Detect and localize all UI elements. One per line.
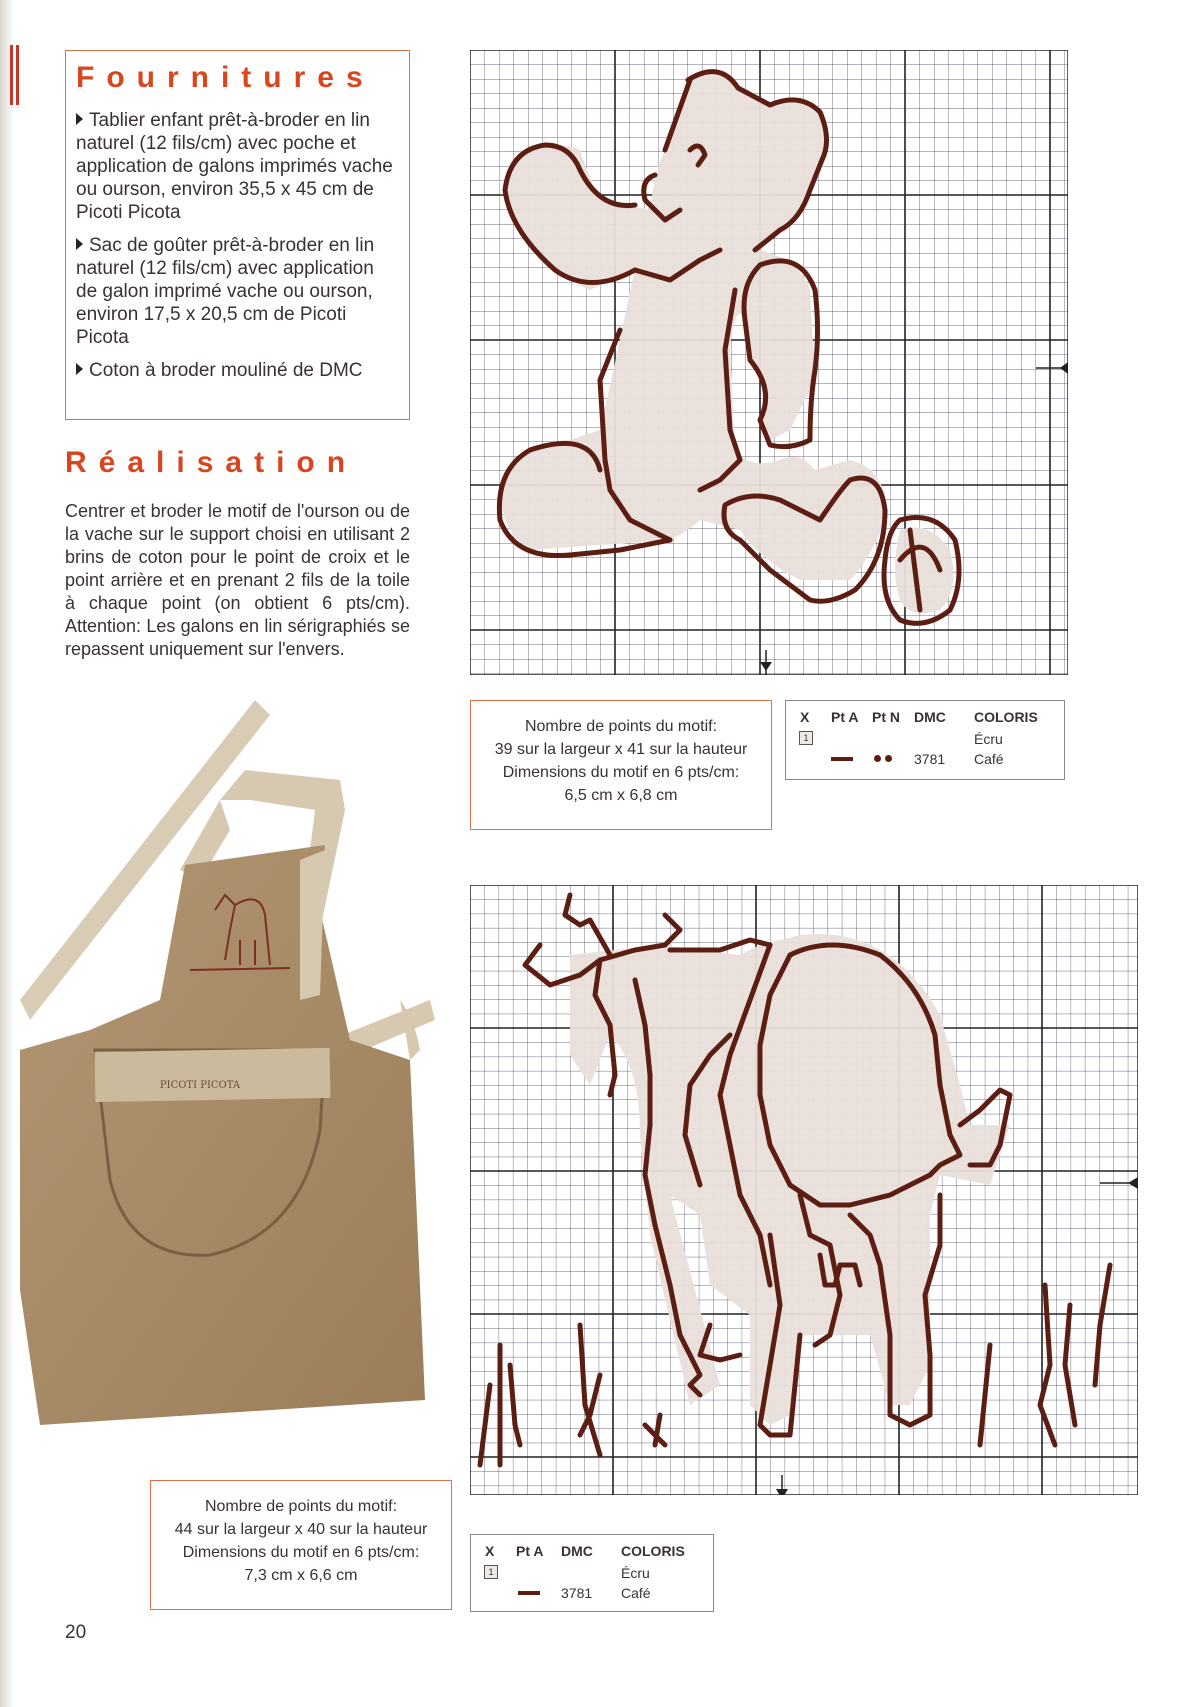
key-header-x: X (800, 709, 810, 725)
instructions-section (65, 446, 410, 661)
key-header-pta: Pt A (516, 1543, 544, 1559)
instructions-text: Centrer et broder le motif de l'ourson ou de la vache sur le support choisi en utilisant 2 brins de coton pour le point de croix et le point arrière et en prenant 2 fils de la toile à chaque point (on obtient 6 pts/cm). Attention: Les galons en lin sérigraphiés se repassent uniquement sur l'envers. (65, 501, 410, 659)
supply-item-apron: Tablier enfant prêt-à-broder en lin naturel (12 fils/cm) avec poche et application de galons imprimés vache ou ourson, environ 35,5 x 45 cm de Picoti Picota (76, 110, 393, 223)
page-tab-mark (16, 45, 19, 105)
supply-item-bag: Sac de goûter prêt-à-broder en lin naturel (12 fils/cm) avec application de galon imprimé vache ou ourson, environ 17,5 x 20,5 cm de Picoti Picota (76, 235, 375, 348)
backstitch-symbol (518, 1591, 540, 1595)
dimensions-value: 7,3 cm x 6,6 cm (244, 1567, 358, 1584)
supplies-box (65, 50, 410, 420)
dmc-number: 3781 (561, 1585, 593, 1601)
page-number: 20 (65, 1622, 87, 1643)
french-knot-dot (885, 755, 892, 762)
stitch-count-value: 39 sur la largeur x 41 sur la hauteur (494, 741, 748, 758)
bullet-icon (76, 113, 83, 125)
key-header-ptn: Pt N (872, 709, 900, 725)
key-header-x: X (485, 1543, 495, 1559)
page-tab-mark (10, 45, 13, 105)
cross-stitch-symbol: 1 (799, 731, 813, 745)
key-header-dmc: DMC (561, 1543, 593, 1559)
supplies-heading: Fournitures (76, 61, 375, 94)
instructions-heading: Réalisation (65, 446, 358, 479)
apron-photo (20, 700, 475, 1460)
color-ecru: Écru (621, 1565, 650, 1581)
dimensions-label: Dimensions du motif en 6 pts/cm: (182, 1544, 420, 1561)
bear-color-key (785, 700, 1065, 780)
key-header-dmc: DMC (914, 709, 946, 725)
bear-stitch-count-box (470, 700, 772, 830)
key-header-coloris: COLORIS (621, 1543, 685, 1559)
color-cafe: Café (621, 1585, 651, 1601)
cow-color-key (470, 1534, 714, 1612)
stitch-count-label: Nombre de points du motif: (524, 718, 718, 735)
color-ecru: Écru (974, 731, 1003, 747)
dmc-number: 3781 (914, 751, 946, 767)
cross-stitch-symbol: 1 (484, 1565, 498, 1579)
french-knot-dot (874, 755, 881, 762)
backstitch-symbol (831, 757, 853, 761)
key-header-pta: Pt A (831, 709, 859, 725)
dimensions-value: 6,5 cm x 6,8 cm (564, 787, 678, 804)
key-header-coloris: COLORIS (974, 709, 1038, 725)
stitch-count-label: Nombre de points du motif: (204, 1498, 398, 1515)
dimensions-label: Dimensions du motif en 6 pts/cm: (502, 764, 740, 781)
stitch-count-value: 44 sur la largeur x 40 sur la hauteur (174, 1521, 428, 1538)
color-cafe: Café (974, 751, 1004, 767)
cow-stitch-count-box (150, 1480, 452, 1610)
bullet-icon (76, 238, 83, 250)
bear-cross-stitch-chart (470, 50, 1068, 675)
apron-label: PICOTI PICOTA (159, 1080, 241, 1091)
page-spine (0, 0, 14, 1707)
bullet-icon (76, 363, 83, 375)
supply-item-thread: Coton à broder mouliné de DMC (76, 359, 399, 382)
cow-cross-stitch-chart (470, 885, 1138, 1495)
